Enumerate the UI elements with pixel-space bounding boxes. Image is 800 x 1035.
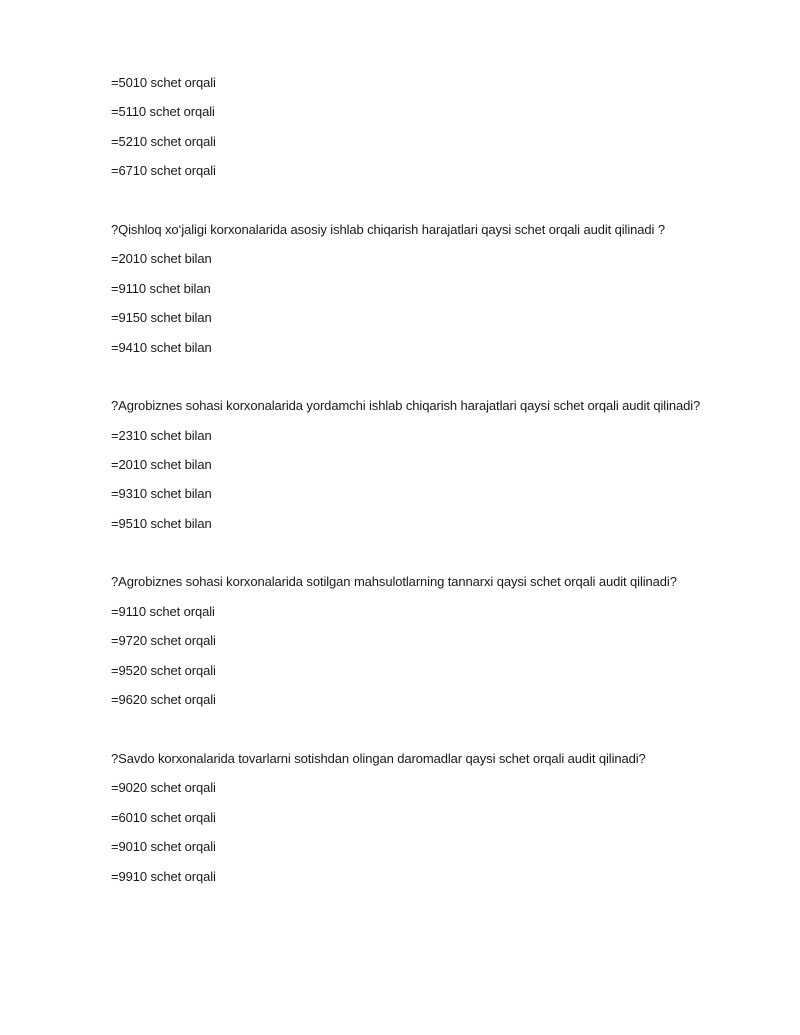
question-text: ?Savdo korxonalarida tovarlarni sotishdan olingan daromadlar qaysi schet orqali audit qilinadi?: [111, 751, 646, 766]
answer-option: =9520 schet orqali: [111, 663, 216, 678]
question-text: ?Agrobiznes sohasi korxonalarida yordamchi ishlab chiqarish harajatlari qaysi schet orqali audit qilinadi?: [111, 398, 701, 413]
answer-option: =9110 schet bilan: [111, 281, 211, 296]
answer-option: =9720 schet orqali: [111, 633, 216, 648]
answer-option: =6010 schet orqali: [111, 810, 216, 825]
answer-option: =5110 schet orqali: [111, 104, 215, 119]
answer-option: =9910 schet orqali: [111, 869, 216, 884]
answer-option: =2310 schet bilan: [111, 428, 212, 443]
question-text: ?Agrobiznes sohasi korxonalarida sotilgan mahsulotlarning tannarxi qaysi schet orqali audit qilinadi?: [111, 574, 677, 589]
answer-option: =9310 schet bilan: [111, 486, 212, 501]
answer-option: =9410 schet bilan: [111, 340, 212, 355]
answer-option: =9020 schet orqali: [111, 780, 216, 795]
answer-option: =5210 schet orqali: [111, 134, 216, 149]
answer-option: =2010 schet bilan: [111, 251, 212, 266]
answer-option: =9010 schet orqali: [111, 839, 216, 854]
answer-option: =2010 schet bilan: [111, 457, 212, 472]
answer-option: =9150 schet bilan: [111, 310, 212, 325]
answer-option: =9620 schet orqali: [111, 692, 216, 707]
answer-option: =9510 schet bilan: [111, 516, 212, 531]
answer-option: =5010 schet orqali: [111, 75, 216, 90]
question-text: ?Qishloq xo‘jaligi korxonalarida asosiy ishlab chiqarish harajatlari qaysi schet orqali audit qilinadi ?: [111, 222, 665, 237]
answer-option: =9110 schet orqali: [111, 604, 215, 619]
answer-option: =6710 schet orqali: [111, 163, 216, 178]
